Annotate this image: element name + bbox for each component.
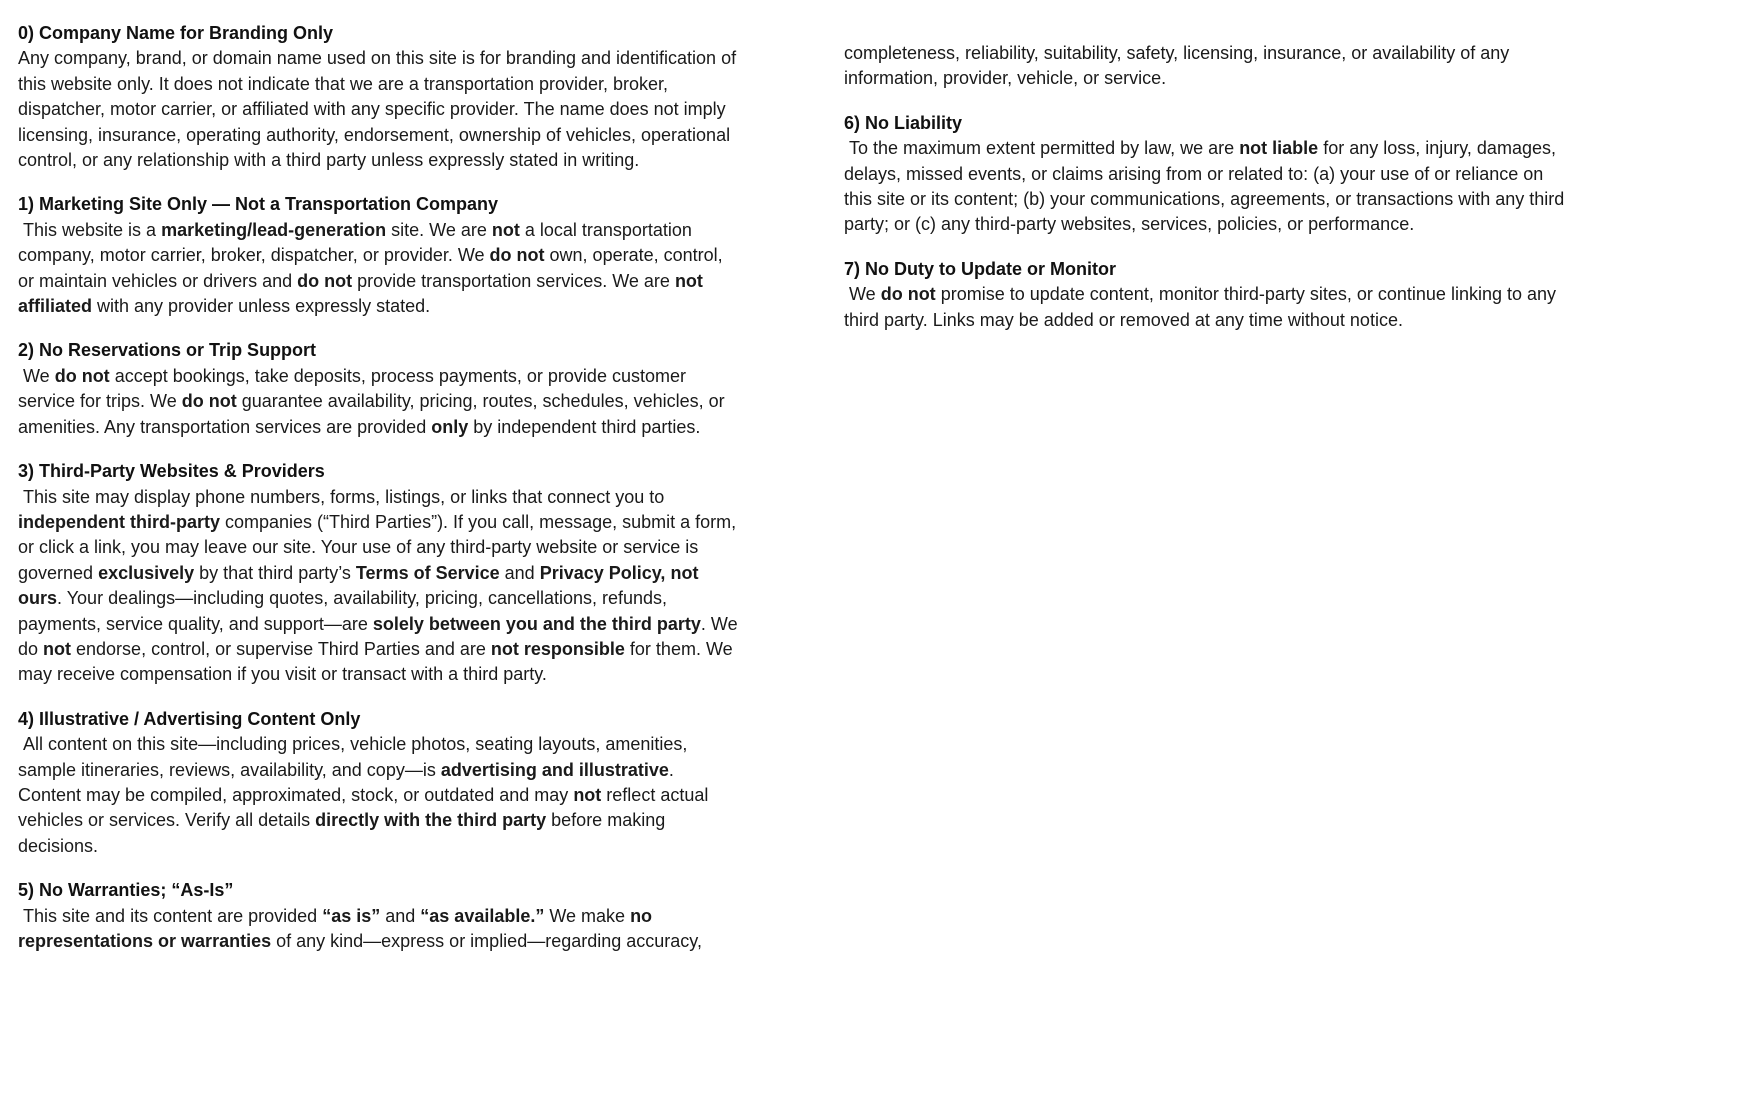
bold-text-run: do not — [880, 284, 936, 305]
section — [18, 707, 740, 859]
text-run: endorse, control, or supervise Third Parties and are — [71, 638, 491, 659]
text-run: We — [18, 365, 55, 386]
text-run: completeness, reliability, suitability, safety, licensing, insurance, or availability of any information, provider, vehicle, or service. — [844, 43, 1515, 89]
text-run: by that third party’s — [194, 562, 356, 583]
section — [18, 459, 743, 688]
text-run: for any loss, injury, damages, delays, missed events, or claims arising from or related to: (a) your use of or reliance on this site or its content; (b) your communications, agreements, or transactions with any third party; or (c) any third-party websites, services, policies, or performance. — [844, 138, 1570, 235]
column-right — [844, 21, 1570, 352]
bold-text-run: solely between you and the third party — [372, 613, 701, 634]
text-run: by independent third parties. — [468, 416, 701, 437]
section-paragraph — [844, 136, 1570, 238]
text-run: reflect actual vehicles or services. Verify all details — [18, 784, 714, 831]
bold-text-run: marketing/lead-generation — [161, 219, 387, 240]
text-run: promise to update content, monitor third-party sites, or continue linking to any third party. Links may be added or removed at any time without notice. — [844, 284, 1562, 330]
section-paragraph — [844, 41, 1566, 92]
section-paragraph — [18, 485, 743, 688]
text-run: . Content may be compiled, approximated, stock, or outdated and may — [18, 759, 679, 805]
text-run: and — [380, 905, 421, 926]
text-run: and — [499, 562, 540, 583]
bold-text-run: not ours — [18, 562, 704, 609]
text-run: own, operate, control, or maintain vehicles or drivers and — [18, 245, 728, 291]
text-run: To the maximum extent permitted by law, we are — [844, 138, 1240, 159]
bold-text-run: not affiliated — [18, 270, 708, 317]
section-heading: 4) Illustrative / Advertising Content Only — [18, 708, 361, 729]
bold-text-run: only — [431, 416, 469, 437]
section — [844, 111, 1570, 238]
text-run: We — [844, 284, 881, 305]
section-paragraph — [18, 904, 740, 955]
text-run: This website is a — [18, 219, 162, 240]
text-run: a local transportation company, motor carrier, broker, dispatcher, or provider. We — [18, 219, 697, 266]
text-run: guarantee availability, pricing, routes, schedules, vehicles, or amenities. Any transportation services are provided — [18, 391, 730, 437]
bold-text-run: Terms of Service — [355, 562, 500, 583]
bold-text-run: do not — [54, 365, 110, 386]
bold-text-run: no representations or warranties — [18, 905, 658, 951]
bold-text-run: exclusively — [98, 562, 195, 583]
section-heading: 7) No Duty to Update or Monitor — [844, 258, 1116, 279]
bold-text-run: not responsible — [490, 638, 625, 659]
text-run: accept bookings, take deposits, process payments, or provide customer service for trips. We — [18, 365, 691, 412]
section-heading: 2) No Reservations or Trip Support — [18, 340, 317, 361]
section-heading: 3) Third-Party Websites & Providers — [18, 461, 325, 482]
section-paragraph — [18, 364, 740, 440]
bold-text-run: “as available.” — [420, 905, 545, 926]
section-heading: 6) No Liability — [844, 112, 963, 133]
bold-text-run: not — [43, 638, 72, 659]
section — [18, 878, 740, 954]
bold-text-run: do not — [181, 391, 237, 412]
text-run: This site and its content are provided — [18, 905, 323, 926]
section-paragraph — [18, 732, 740, 859]
text-run: of any kind—express or implied—regarding accuracy, — [271, 931, 702, 951]
section-heading: 5) No Warranties; “As-Is” — [18, 880, 234, 901]
bold-text-run: directly with the third party — [315, 810, 547, 831]
section — [844, 41, 1566, 92]
text-run: We make — [544, 905, 631, 926]
section — [844, 257, 1566, 333]
bold-text-run: “as is” — [322, 905, 381, 926]
bold-text-run: do not — [489, 245, 545, 266]
text-run: provide transportation services. We are — [352, 270, 675, 291]
text-run: Any company, brand, or domain name used on this site is for branding and identification of this website only. It does not indicate that we are a transportation provider, broker, dispatcher, motor carrier, or affiliated with any specific provider. The name does not imply licensing, insurance, operating authority, endorsement, ownership of vehicles, operational control, or any relationship with a third party unless expressly stated in writing. — [18, 48, 742, 171]
bold-text-run: do not — [297, 270, 353, 291]
section-paragraph — [844, 282, 1566, 333]
bold-text-run: not — [573, 784, 602, 805]
text-run: for them. We may receive compensation if you visit or transact with a third party. — [18, 638, 738, 685]
section — [18, 21, 740, 173]
column-left — [18, 21, 743, 973]
text-run: All content on this site—including prices, vehicle photos, seating layouts, amenities, sample itineraries, reviews, availability, and copy—is — [18, 734, 693, 780]
section — [18, 192, 740, 319]
text-run: . Your dealings—including quotes, availability, pricing, cancellations, refunds, payments, service quality, and support—are — [18, 588, 673, 634]
text-run: before making decisions. — [18, 810, 671, 856]
section-paragraph — [18, 218, 740, 320]
bold-text-run: not — [491, 219, 520, 240]
bold-text-run: not liable — [1239, 138, 1319, 159]
bold-text-run: Privacy Policy, — [539, 562, 666, 583]
two-column-layout — [18, 21, 1752, 973]
text-run: This site may display phone numbers, forms, listings, or links that connect you to — [18, 486, 670, 507]
text-run: . We do — [18, 613, 743, 659]
section-heading: 1) Marketing Site Only — Not a Transportation Company — [18, 194, 499, 215]
text-run: companies (“Third Parties”). If you call, message, submit a form, or click a link, you may leave our site. Your use of any third-party website or service is governed — [18, 511, 742, 583]
section-heading: 0) Company Name for Branding Only — [18, 23, 334, 43]
bold-text-run: independent third-party — [18, 511, 220, 532]
section — [18, 338, 740, 440]
section-paragraph — [18, 46, 740, 173]
text-run: site. We are — [386, 219, 492, 240]
bold-text-run: advertising and illustrative — [440, 759, 669, 780]
text-run: with any provider unless expressly stated. — [92, 296, 431, 317]
